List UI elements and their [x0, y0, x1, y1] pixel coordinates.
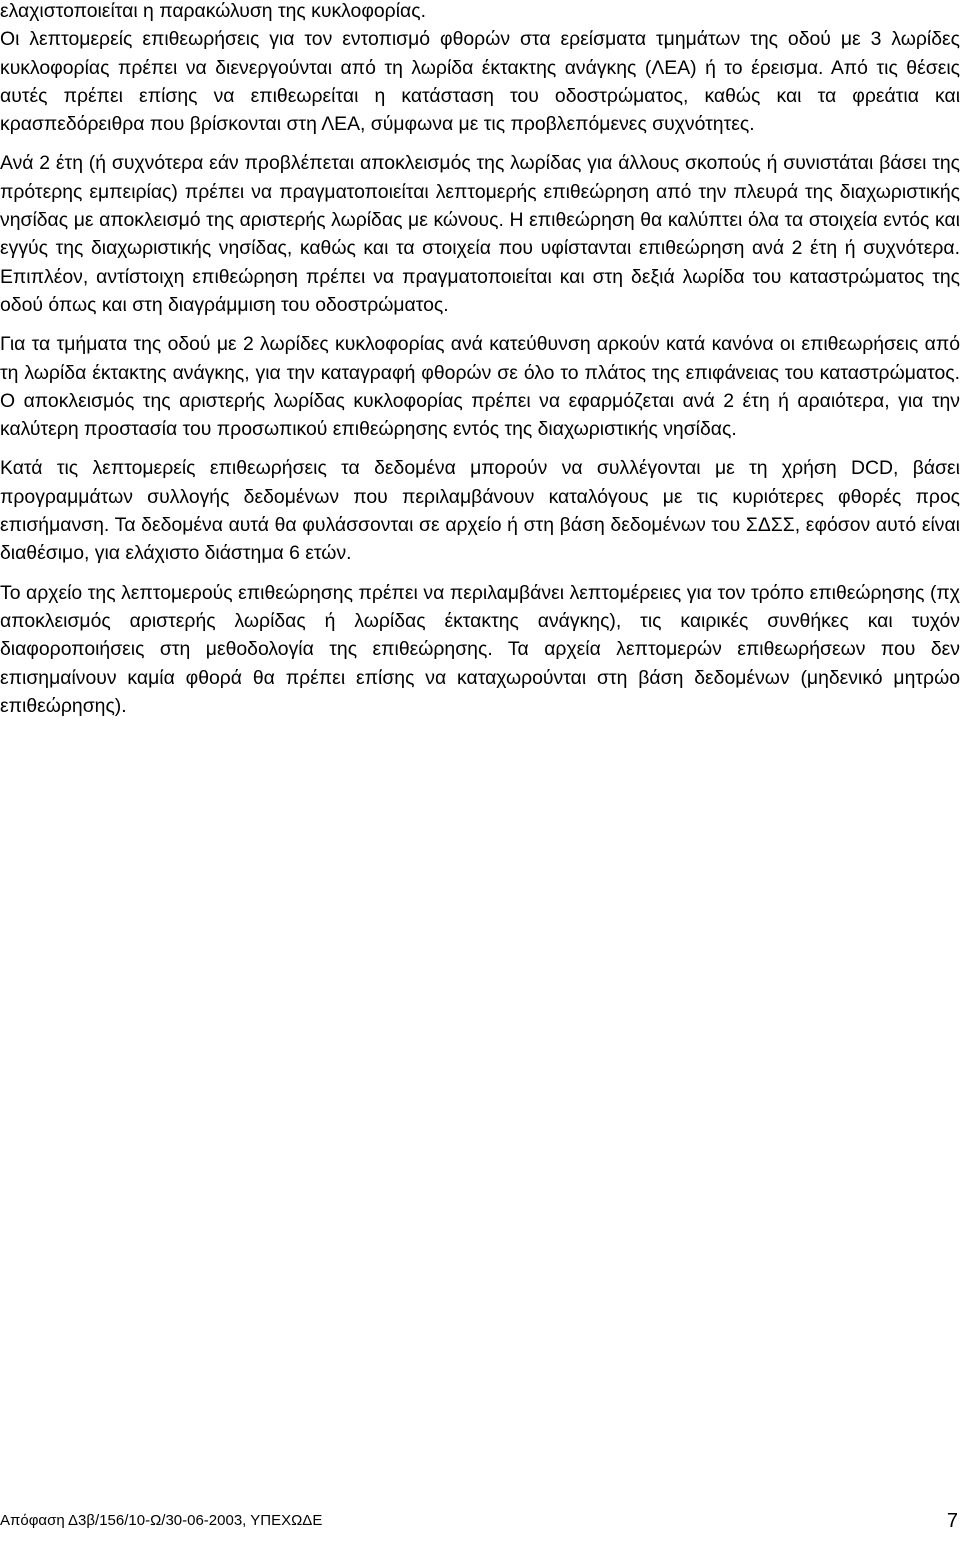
paragraph-2: Οι λεπτομερείς επιθεωρήσεις για τον εντοπισμό φθορών στα ερείσματα τμημάτων της οδού με 3 λωρίδες κυκλοφορίας πρέπει να διενεργούνται από τη λωρίδα έκτακτης ανάγκης (ΛΕΑ) ή το έρεισμα. Από τις θέσεις αυτές πρέπει επίσης να επιθεωρείται η κατάσταση του οδοστρώματος, καθώς και τα φρεάτια και κρασπεδόρειθρα που βρίσκονται στη ΛΕΑ, σύμφωνα με τις προβλεπόμενες συχνότητες. [0, 28, 960, 136]
paragraph-4: Για τα τμήματα της οδού με 2 λωρίδες κυκλοφορίας ανά κατεύθυνση αρκούν κατά κανόνα οι επιθεωρήσεις από τη λωρίδα έκτακτης ανάγκης, για την καταγραφή φθορών σε όλο το πλάτος της επιφάνειας του καταστρώματος. Ο αποκλεισμός της αριστερής λωρίδας κυκλοφορίας πρέπει να εφαρμόζεται ανά 2 έτη ή αραιότερα, για την καλύτερη προστασία του προσωπικού επιθεώρησης εντός της διαχωριστικής νησίδας. [0, 333, 960, 441]
paragraph-3: Ανά 2 έτη (ή συχνότερα εάν προβλέπεται αποκλεισμός της λωρίδας για άλλους σκοπούς ή συνιστάται βάσει της πρότερης εμπειρίας) πρέπει να πραγματοποιείται λεπτομερής επιθεώρηση από την πλευρά της διαχωριστικής νησίδας με αποκλεισμό της αριστερής λωρίδας με κώνους. Η επιθεώρηση θα καλύπτει όλα τα στοιχεία εντός και εγγύς της διαχωριστικής νησίδας, καθώς και τα στοιχεία που υφίστανται επιθεώρηση ανά 2 έτη ή συχνότερα. Επιπλέον, αντίστοιχη επιθεώρηση πρέπει να πραγματοποιείται και στη δεξιά λωρίδα του καταστρώματος της οδού όπως και στη διαγράμμιση του οδοστρώματος. [0, 152, 960, 316]
paragraph-1: ελαχιστοποιείται η παρακώλυση της κυκλοφορίας. [0, 0, 426, 22]
footer-reference: Απόφαση Δ3β/156/10-Ω/30-06-2003, ΥΠΕΧΩΔΕ [0, 1512, 323, 1529]
page-number: 7 [946, 1510, 958, 1532]
paragraph-6: Το αρχείο της λεπτομερούς επιθεώρησης πρέπει να περιλαμβάνει λεπτομέρειες για τον τρόπο επιθεώρησης (πχ αποκλεισμός αριστερής λωρίδας ή λωρίδας έκτακτης ανάγκης), τις καιρικές συνθήκες και τυχόν διαφοροποιήσεις στη μεθοδολογία της επιθεώρησης. Τα αρχεία λεπτομερών επιθεωρήσεων που δεν επισημαίνουν καμία φθορά θα πρέπει επίσης να καταχωρούνται στη βάση δεδομένων (μηδενικό μητρώο επιθεώρησης). [0, 581, 960, 717]
document-body [0, 0, 960, 731]
paragraph-5: Κατά τις λεπτομερείς επιθεωρήσεις τα δεδομένα μπορούν να συλλέγονται με τη χρήση DCD, βάσει προγραμμάτων συλλογής δεδομένων που περιλαμβάνουν καταλόγους με τις κυριότερες φθορές προς επισήμανση. Τα δεδομένα αυτά θα φυλάσσονται σε αρχείο ή στη βάση δεδομένων του ΣΔΣΣ, εφόσον αυτό είναι διαθέσιμο, για ελάχιστο διάστημα 6 ετών. [0, 457, 960, 565]
